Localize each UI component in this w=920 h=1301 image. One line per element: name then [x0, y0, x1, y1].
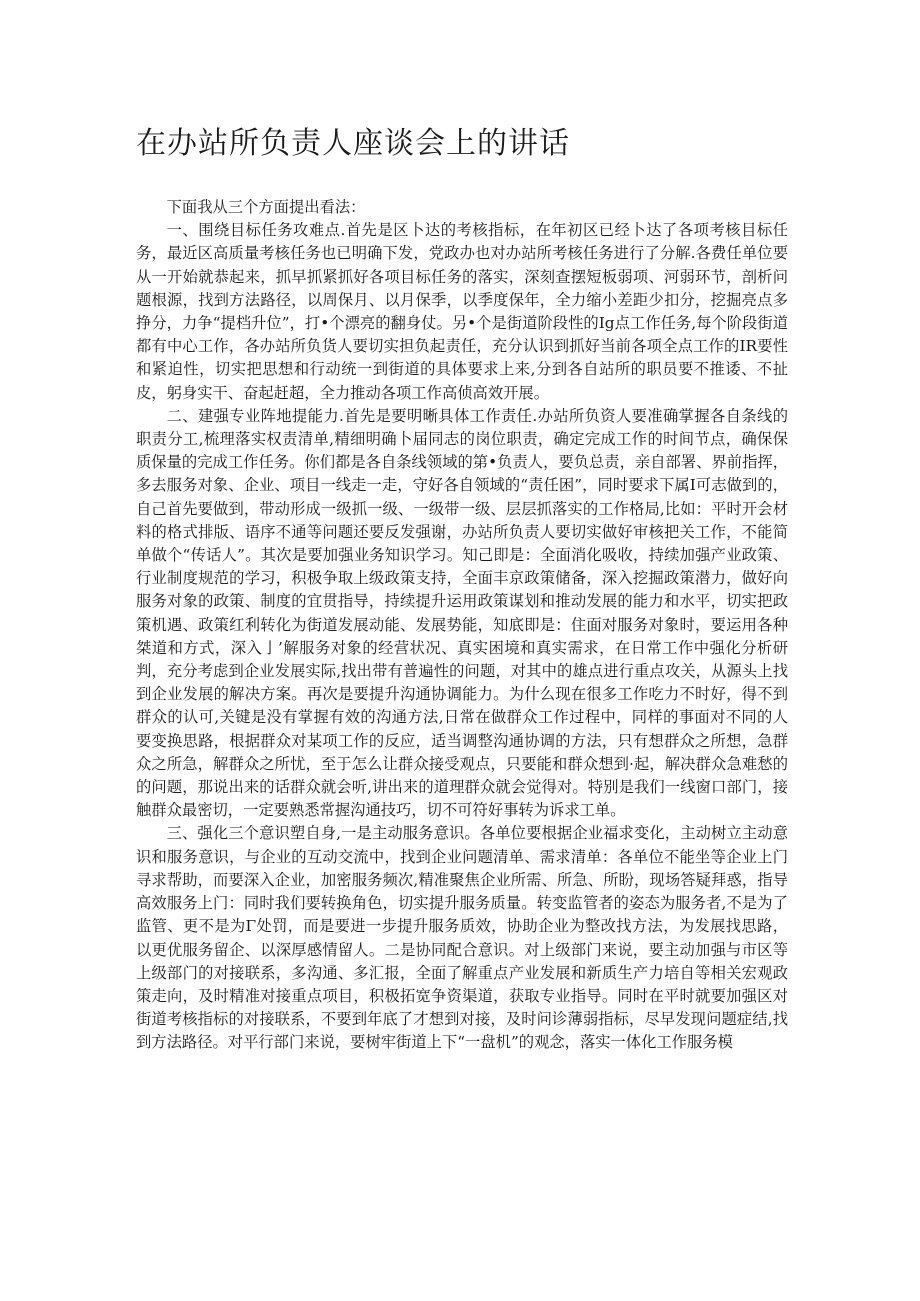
section-two-paragraph: 二、建强专业阵地提能力.首先是要明晰具体工作责任.办站所负资人要准确掌握各自条线的职责分工,梳理落实权责清单,精细明确卜届同志的岗位职责，确定完成工作的时间节点，确保保质保量的完成工作任务。你们都是各自条线领域的第•负责人，要负总责，亲自部署、界前指挥，多去服务对象、企业、项目一线走一走，守好各自领域的“责任困”，同时要求下属I可志做到的，自己首先要做到，带动形成一级抓一级、一级带一级、层层抓落实的工作格局,比如：平时开会材料的格式排版、语序不通等问题还要反发强谢，办站所负责人要切实做好审核把关工作，不能简单做个“传话人”。其次是要加强业务知识学习。知己即是：全面消化吸收，持续加强产业政策、行业制度规范的学习，积极争取上级政策支持，全面丰京政策储备，深入挖掘政策潜力，做好向服务对象的政策、制度的宜贯指导，持续提升运用政策谋划和推动发展的能力和水平，切实把政策机遇、政策红利转化为街道发展动能、发展势能，知底即是：住面对服务对象时，要运用各种桀道和方式，深入亅’解服务对象的经营状况、真实困境和真实需求，在日常工作中强化分析研判，充分考虑到企业发展实际,找出带有普遍性的问题，对其中的雄点进行重点攻关，从源头上找到企业发展的解决方案。再次是要提升沟通协调能力。为什么现在很多工作吃力不时好，得不到群众的认可,关键是没有掌握有效的沟通方法,日常在做群众工作过程中，同样的事面对不同的人要变换思路，根据群众对某项工作的反应，适当调整沟通协调的方法，只有想群众之所想，急群众之所急，解群众之所忧，至于怎么让群众接受观点，只要能和群众想到·起，解决群众急难愁的的问题，那说出来的话群众就会听,讲出来的道理群众就会觉得对。特别是我们一线窗口部门，接触群众最密切，一定要熟悉常握沟通技巧，切不可符好事转为诉求工单。: [136, 406, 788, 820]
intro-paragraph: 下面我从三个方面提出看法：: [166, 198, 366, 216]
document-page: [136, 118, 788, 1055]
section-one-paragraph: 一、围绕目标任务攻难点.首先是区卜达的考核指标，在年初区已经卜达了各项考核目标任务，最近区高质量考核任务也已明确下发，党政办也对办站所考核任务进行了分解.各费任单位要从一开始就恭起来，抓早抓紧抓好各项目标任务的落实，深刻查摆短板弱项、河弱环节，剖析问题根源，找到方法路径，以周保月、以月保季，以季度保年，全力缩小差距少扣分，挖掘亮点多挣分，力争“提档升位”，打•个漂亮的翻身仗。另•个是街道阶段性的Ig点工作任务,每个阶段街道都有中心工作，各办站所负货人要切实担负起责任，充分认识到抓好当前各项全点工作的IR要性和紧迫性，切实把思想和行动统一到街道的具体要求上来,分到各自站所的职员要不推诿、不扯皮，躬身实干、奋起赶超，全力推动各项工作高侦高效开展。: [136, 221, 788, 402]
section-three-paragraph: 三、强化三个意识塑自身,一是主动服务意识。各单位要根据企业福求变化，主动树立主动意识和服务意识，与企业的互动交流中，找到企业问题清单、需求清单：各单位不能坐等企业上门寻求帮助，而要深入企业，加密服务频次,精准聚焦企业所需、所急、所盼，现场答疑拜惑，指导高效服务上门：同时我们要转换角色，切实提升服务质量。转变监管者的姿态为服务者,不是为了监管、更不是为Γ处罚，而是要进一步提升服务质效，协助企业为整改找方法，为发展找思路，以更优服务留企、以深厚感情留人。二是协同配合意识。对上级部门来说，要主动加强与市区等上级部门的对接联系，多沟通、多汇报，全面了解重点产业发展和新质生产力培自等相关宏观政策走向，及时精准对接重点项目，积极拓宽争资渠道，获取专业指导。同时在平时就要加强区对街道考核指标的对接联系，不要到年底了才想到对接，及时问诊薄弱指标，尽早发现问题症结,找到方法路径。对平行部门来说，要树牢街道上下“一盘机”的观念，落实一体化工作服务模: [136, 824, 788, 1052]
page-title: 在办站所负责人座谈会上的讲话: [136, 126, 570, 161]
